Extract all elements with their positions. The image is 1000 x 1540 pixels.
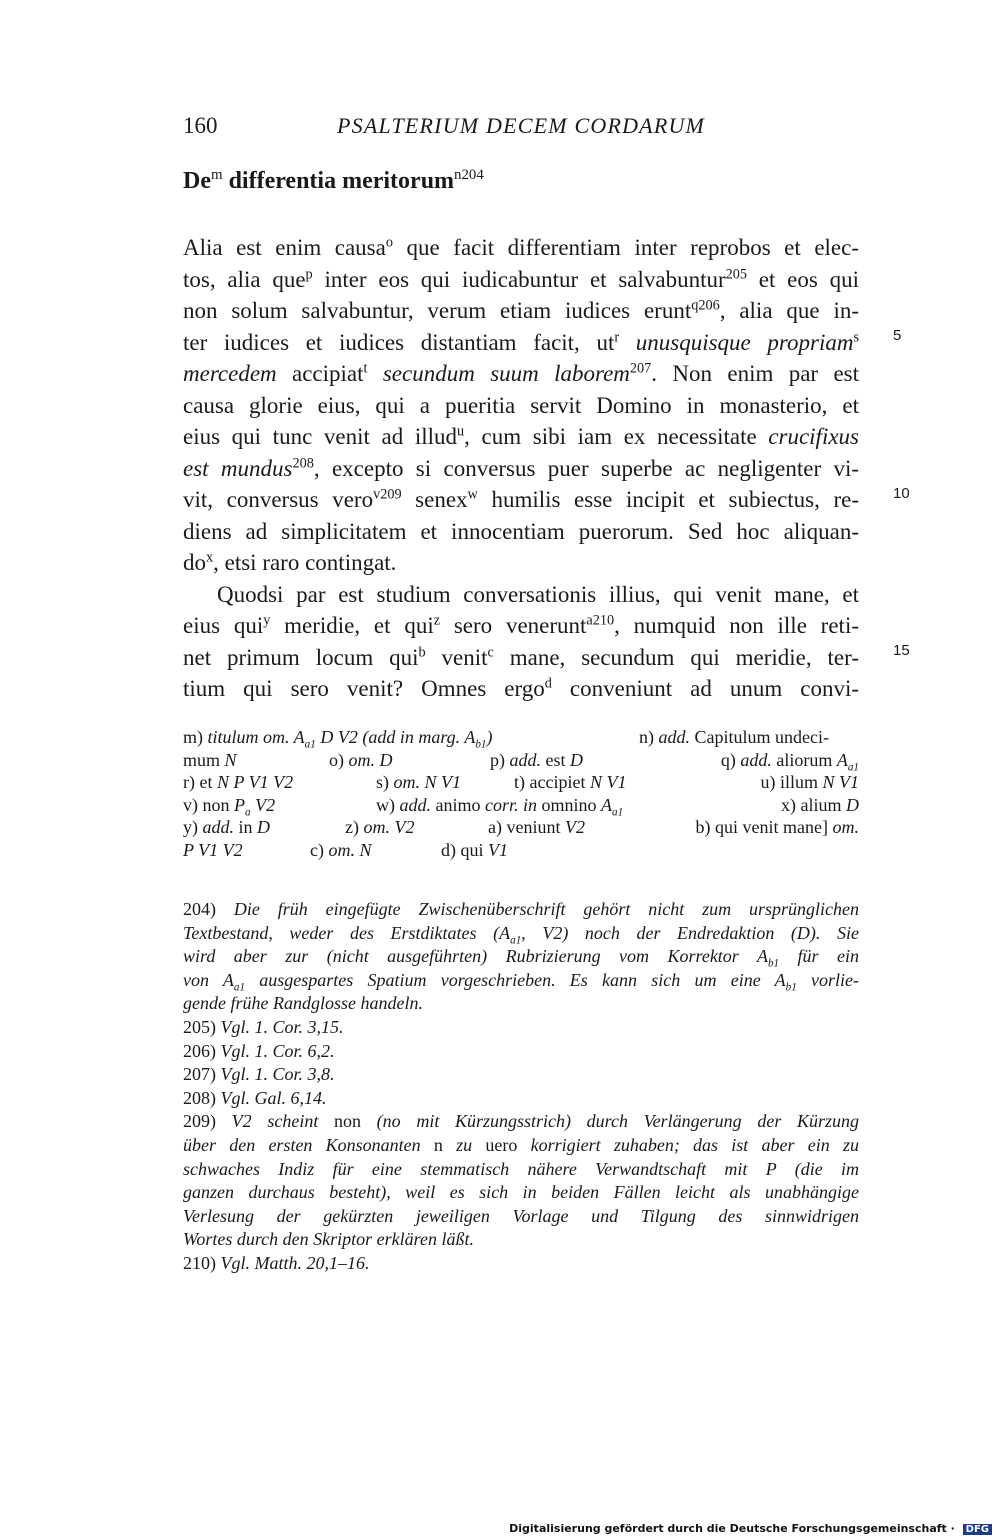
- footnote-line: 204) Die früh eingefügte Zwischenüberschrift gehört nicht zum ursprünglichen: [183, 899, 859, 919]
- apparatus-line: mum N o) om. D p) add. est D q) add. aliorum $A_{a1}$: [183, 749, 859, 774]
- text-line: non solum salvabuntur, verum etiam iudices erunt$^{q206}$, alia que in-: [183, 297, 859, 323]
- footnote-line: ganzen durchaus besteht), weil es sich in beiden Fällen leicht als unabhängige: [183, 1182, 859, 1203]
- apparatus-line: r) et N P V1 V2 s) om. N V1 t) accipiet N V1 u) illum N V1: [183, 772, 859, 792]
- critical-apparatus: [183, 726, 859, 861]
- text-line: Quodsi par est studium conversationis illius, qui venit mane, et: [217, 581, 859, 607]
- text-line: est mundus$^{208}$, excepto si conversus puer superbe ac negligenter vi-: [183, 454, 859, 481]
- dfg-logo-icon: DFG: [963, 1524, 992, 1535]
- digitization-credit: Digitalisierung gefördert durch die Deutsche Forschungsgemeinschaft · DFG: [509, 1522, 992, 1535]
- footnote-line: von $A_{a1}$ ausgespartes Spatium vorgeschrieben. Es kann sich um eine $A_{b1}$ vorlie-: [183, 969, 859, 994]
- footnotes: [183, 898, 859, 1276]
- text-line: net primum locum qui$^b$ venit$^c$ mane, secundum qui meridie, ter-: [183, 643, 859, 670]
- apparatus-line: v) non $P_a$ V2 w) add. animo corr. in omnino $A_{a1}$ x) alium D: [183, 794, 859, 819]
- footnote-line: 209) V2 scheint non (no mit Kürzungsstrich) durch Verlängerung der Kürzung: [183, 1111, 860, 1132]
- apparatus-line: m) titulum om. $A_{a1}$ D V2 (add in marg. $A_{b1}$) n) add. Capitulum undeci-: [183, 727, 829, 751]
- footnote-line: 210) Vgl. Matth. 20,1–16.: [183, 1252, 370, 1273]
- footnote-line: 205) Vgl. 1. Cor. 3,15.: [183, 1016, 344, 1037]
- footnote-line: über den ersten Konsonanten n zu uero korrigiert zuhaben; das ist aber ein zu: [183, 1134, 859, 1155]
- footnote-line: gende frühe Randglosse handeln.: [183, 993, 423, 1014]
- footnote-line: Verlesung der gekürzten jeweiligen Vorlage und Tilgung des sinnwidrigen: [183, 1205, 859, 1226]
- footnote-line: wird aber zur (nicht ausgeführten) Rubrizierung vom Korrektor $A_{b1}$ für ein: [183, 946, 859, 970]
- apparatus-line: y) add. in D z) om. V2 a) veniunt V2 b) qui venit mane] om.: [183, 817, 859, 837]
- text-line: vit, conversus vero$^{v209}$ senex$^w$ humilis esse incipit et subiectus, re-: [183, 486, 859, 512]
- text-line: diens ad simplicitatem et innocentiam puerorum. Sed hoc aliquan-: [183, 518, 859, 544]
- footnote-line: 207) Vgl. 1. Cor. 3,8.: [183, 1064, 335, 1085]
- line-number: 10: [893, 485, 910, 502]
- text-line: $do^x$, etsi raro contingat.: [183, 549, 397, 575]
- text-line: eius qui$^y$ meridie, et qui$^z$ sero venerunt$^{a210}$, numquid non ille reti-: [183, 612, 859, 638]
- line-number: 15: [893, 642, 910, 659]
- text-line: ter iudices et iudices distantiam facit, $ut^r$ unusquisque propriam$^s$: [183, 328, 859, 355]
- text-line: eius qui tunc venit ad illud$^u$, cum sibi iam ex necessitate crucifixus: [183, 423, 859, 449]
- running-title: PSALTERIUM DECEM CORDARUM: [337, 113, 706, 138]
- text-line: tium qui sero venit? Omnes ergo$^d$ conveniunt ad unum convi-: [183, 675, 859, 701]
- text-line: Alia est enim causa$^o$ que facit differentiam inter reprobos et elec-: [183, 234, 860, 260]
- apparatus-line: P V1 V2 c) om. N d) qui V1: [183, 839, 508, 860]
- text-line: tos, alia que$^p$ inter eos qui iudicabuntur et salvabuntur$^{205}$ et eos qui: [183, 265, 859, 292]
- footnote-line: Wortes durch den Skriptor erklären läßt.: [183, 1229, 474, 1250]
- line-number: 5: [893, 327, 902, 344]
- text-line: causa glorie eius, qui a pueritia servit Domino in monasterio, et: [183, 392, 859, 418]
- text-line: mercedem accipiat$^t$ secundum suum laborem$^{207}$. Non enim par est: [183, 360, 859, 386]
- main-text: [183, 232, 859, 705]
- footnote-line: 206) Vgl. 1. Cor. 6,2.: [183, 1040, 335, 1061]
- page-number: 160: [183, 113, 218, 138]
- section-heading: De$^m$ differentia meritorum$^{n204}$: [183, 167, 484, 194]
- footnote-line: schwaches Indiz für eine stemmatisch nähere Verwandtschaft mit P (die im: [183, 1158, 859, 1179]
- footnote-line: 208) Vgl. Gal. 6,14.: [183, 1087, 327, 1108]
- footnote-line: Textbestand, weder des Erstdiktates ($A_{a1}$, V2) noch der Endredaktion (D). Sie: [183, 922, 859, 947]
